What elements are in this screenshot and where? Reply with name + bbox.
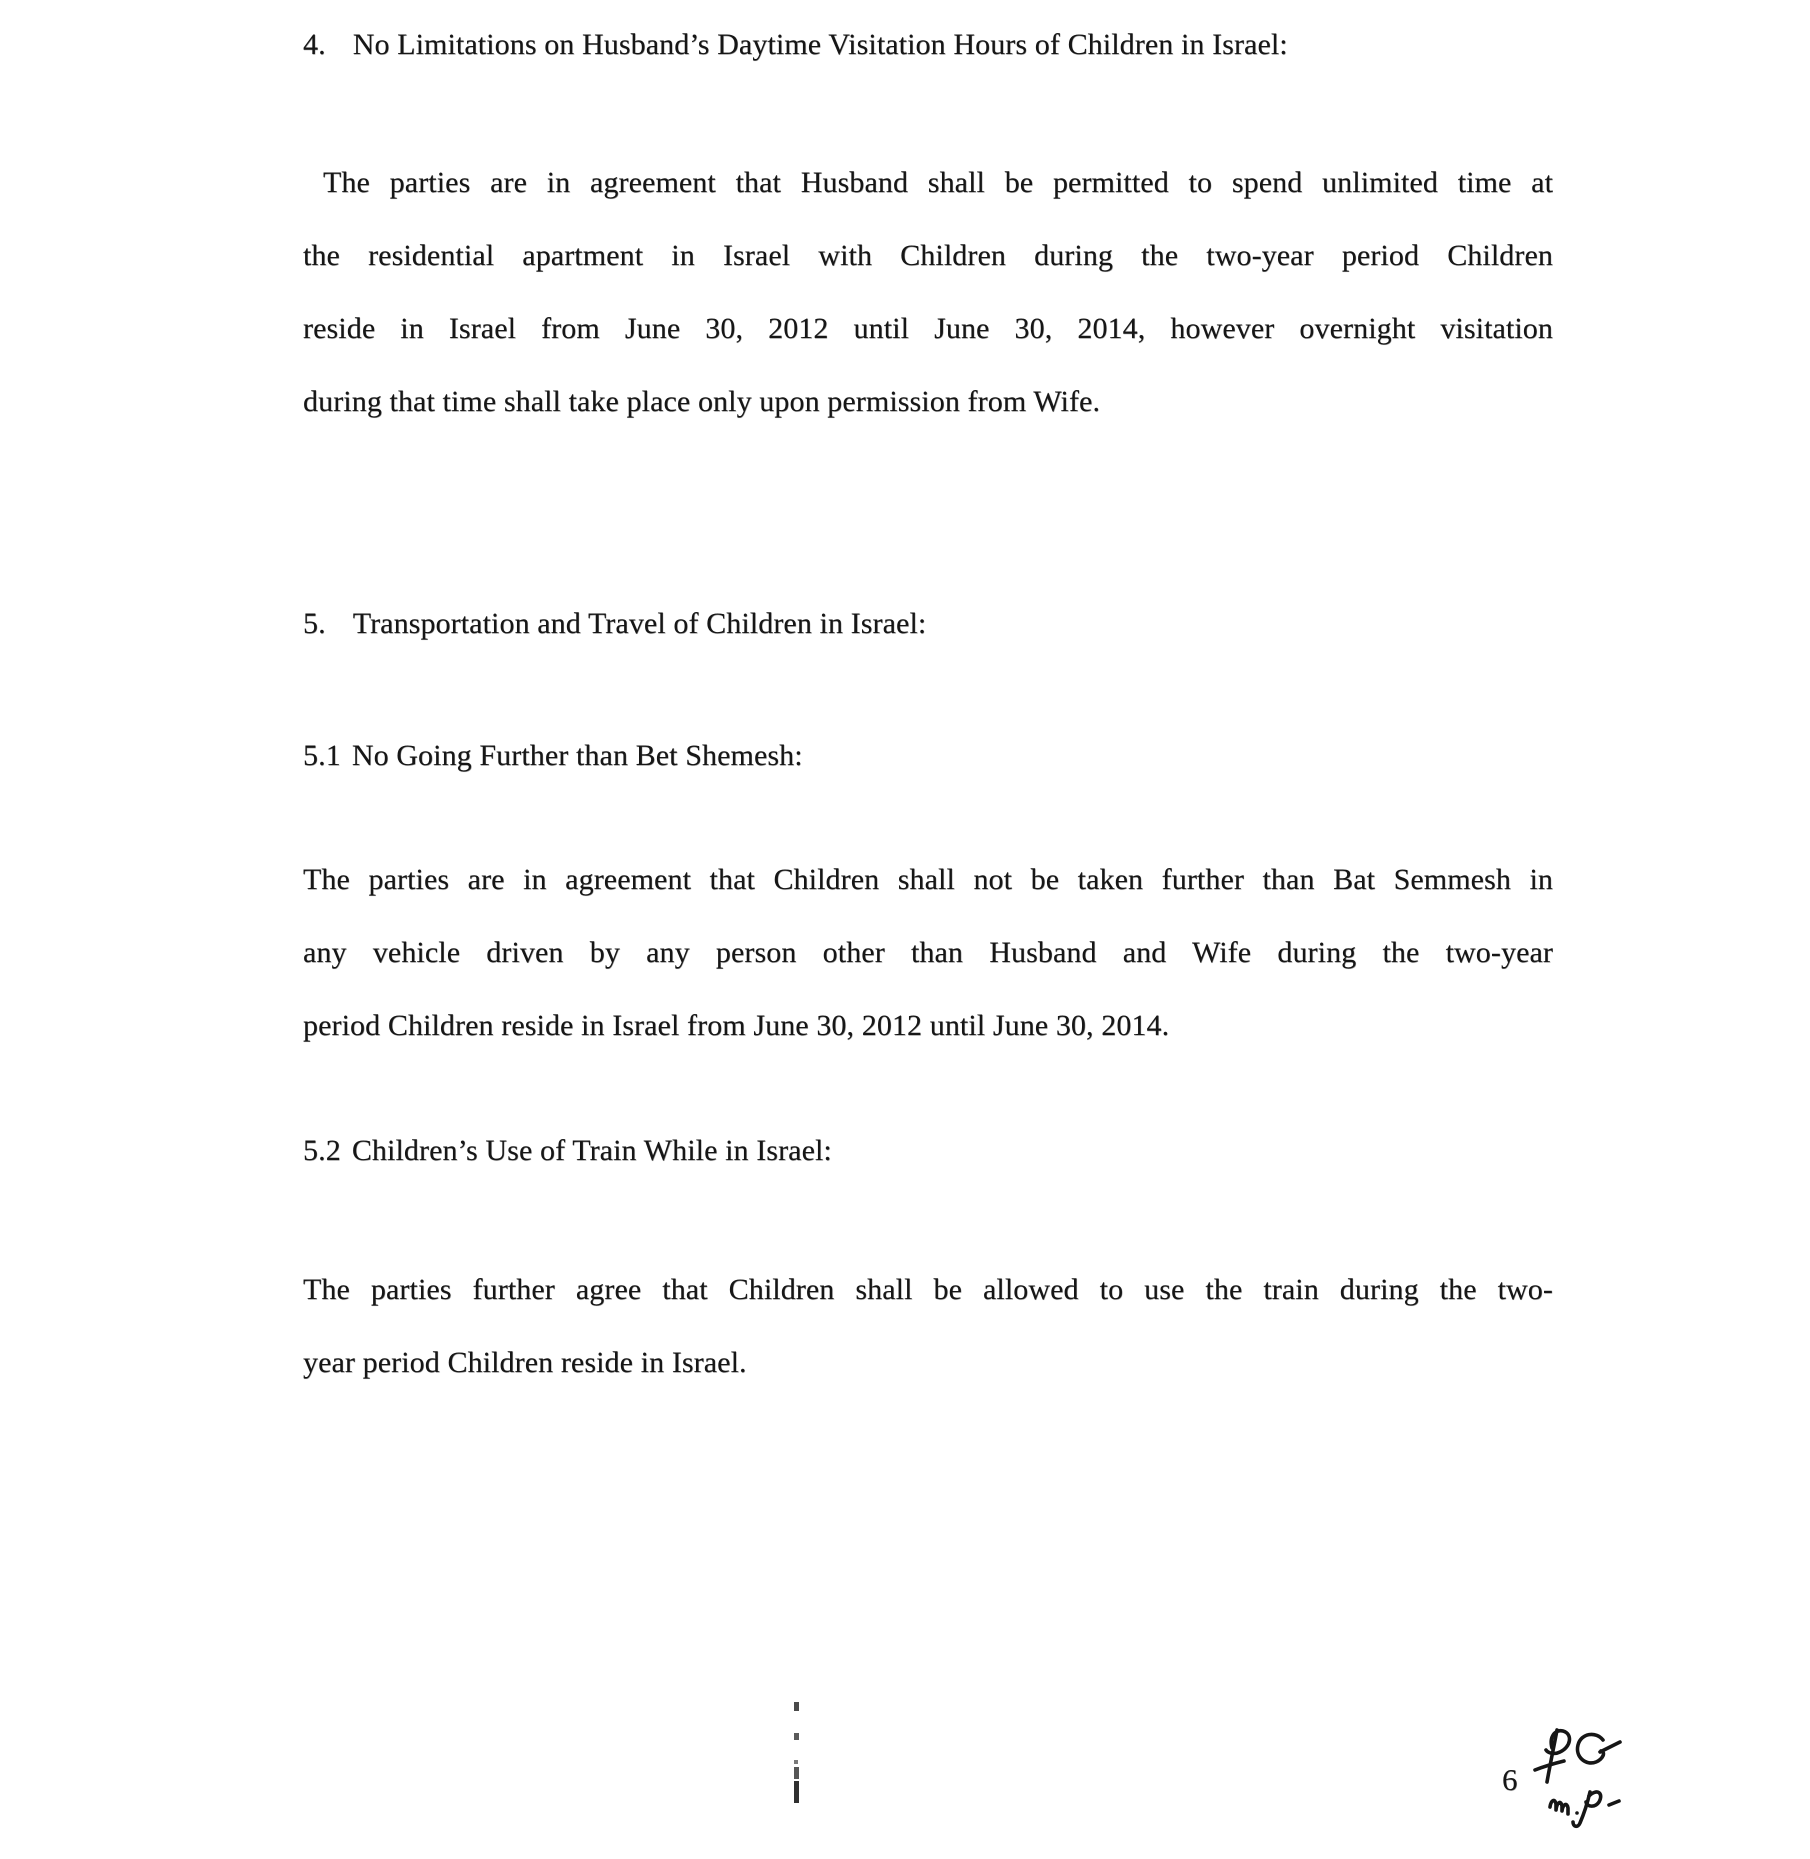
section-number: 4. <box>303 28 326 61</box>
paragraph-line: The parties are in agreement that Husband shall be permitted to spend unlimited time at <box>323 166 1553 199</box>
paragraph-line: reside in Israel from June 30, 2012 until June 30, 2014, however overnight visitation <box>303 312 1553 345</box>
section-number: 5.2 <box>303 1134 341 1167</box>
paragraph-line: year period Children reside in Israel. <box>303 1346 747 1379</box>
paragraph-line: The parties are in agreement that Children shall not be taken further than Bat Semmesh in <box>303 863 1553 896</box>
section-5-2-heading <box>303 1114 1553 1187</box>
section-title: No Limitations on Husband’s Daytime Visitation Hours of Children in Israel: <box>352 28 1288 61</box>
paragraph-line: The parties further agree that Children shall be allowed to use the train during the two- <box>303 1273 1553 1306</box>
page-number: 6 <box>1502 1762 1518 1797</box>
section-number: 5. <box>303 607 326 640</box>
section-number: 5.1 <box>303 739 341 772</box>
scan-artifact-dashes <box>792 0 804 1859</box>
section-5-1-heading <box>303 719 1553 792</box>
section-5-1-paragraph <box>303 843 1553 1062</box>
section-title: No Going Further than Bet Shemesh: <box>351 739 803 772</box>
section-title: Transportation and Travel of Children in Israel: <box>352 607 927 640</box>
handwritten-initials <box>1490 1710 1660 1840</box>
section-4-heading <box>303 8 1553 81</box>
section-4-paragraph <box>303 146 1553 438</box>
section-5-2-paragraph <box>303 1253 1553 1399</box>
paragraph-line: period Children reside in Israel from June 30, 2012 until June 30, 2014. <box>303 1009 1170 1042</box>
section-5-heading <box>303 587 1553 660</box>
section-title: Children’s Use of Train While in Israel: <box>351 1134 832 1167</box>
paragraph-line: any vehicle driven by any person other than Husband and Wife during the two-year <box>303 936 1553 969</box>
paragraph-line: during that time shall take place only upon permission from Wife. <box>303 385 1101 418</box>
paragraph-line: the residential apartment in Israel with Children during the two-year period Children <box>303 239 1553 272</box>
